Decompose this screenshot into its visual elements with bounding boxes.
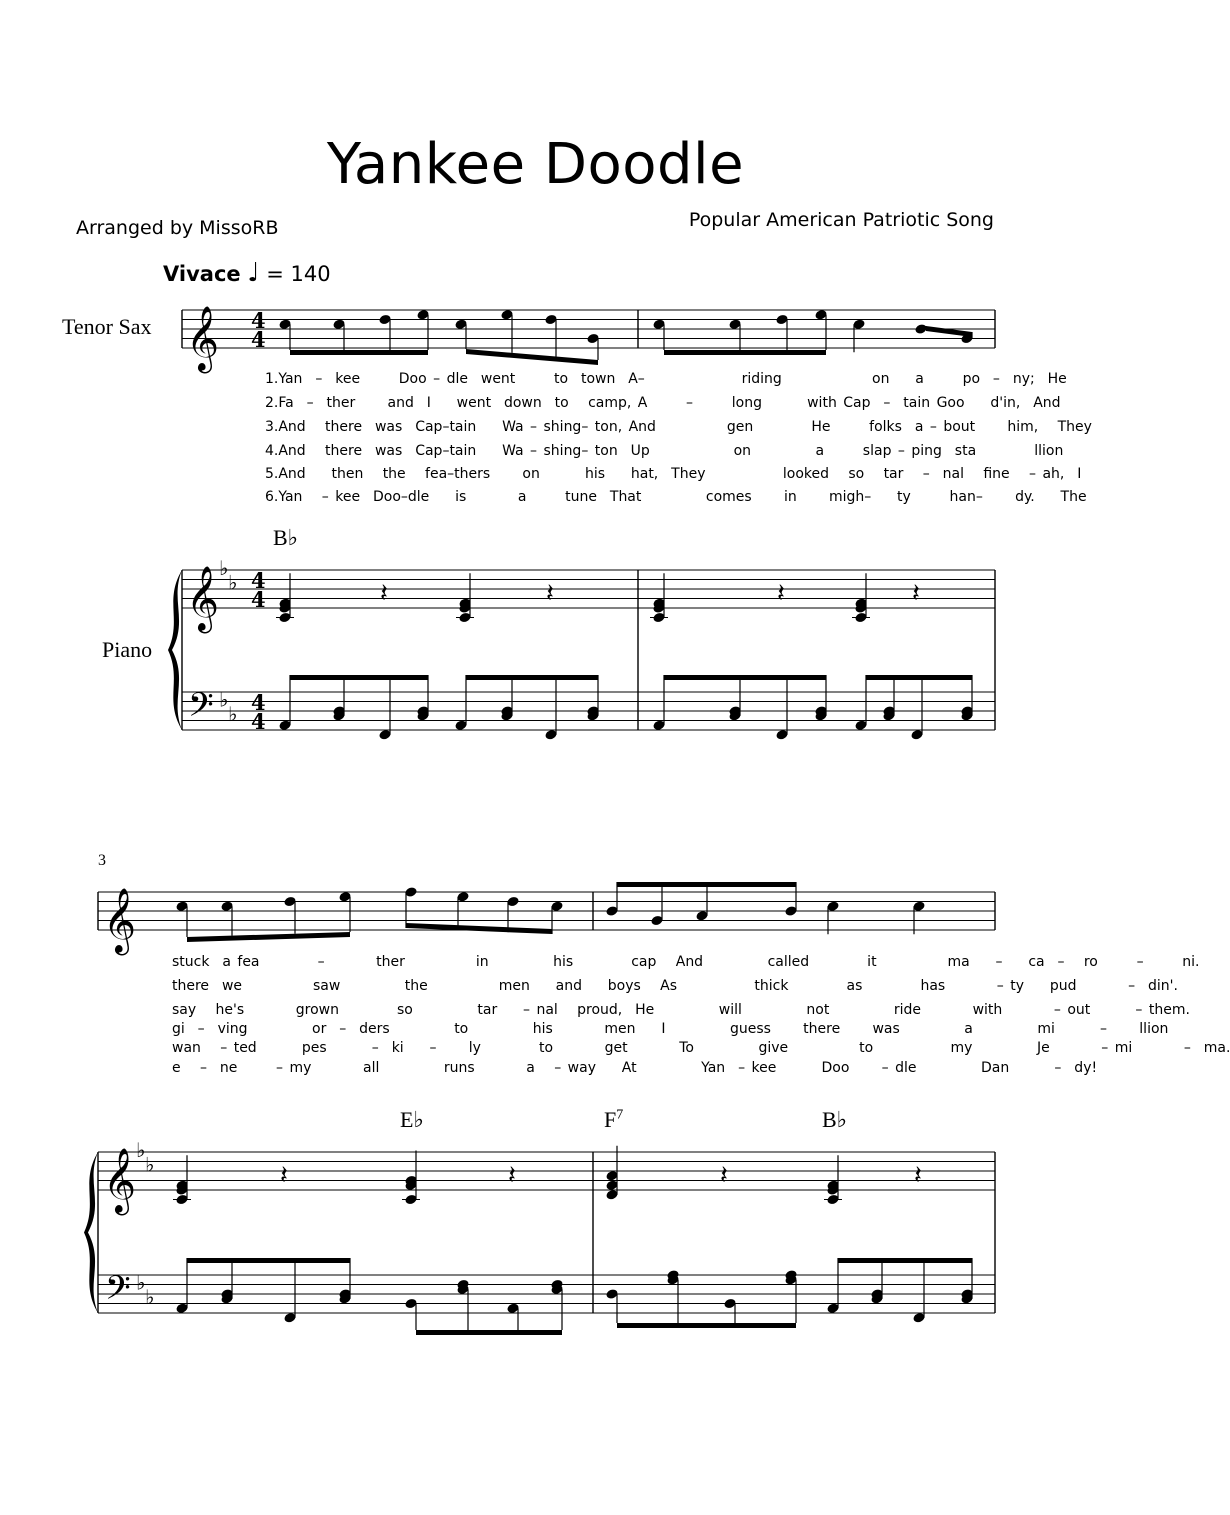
flat-icon: ♭ (136, 1270, 146, 1295)
piano-brace (84, 1152, 98, 1313)
beam (617, 1323, 796, 1328)
chord-extension: 7 (616, 1107, 624, 1123)
chord-symbol-bflat: B♭ (273, 525, 299, 550)
beam (866, 675, 972, 680)
time-signature-bottom: 4 (251, 587, 266, 612)
song-title: Yankee Doodle (326, 132, 745, 197)
beam (406, 923, 552, 934)
lyric-verse-4: gi – ving or – ders to his men I guess there was a mi – llion (172, 1021, 1169, 1037)
bass-clef-icon: 𝄢 (188, 686, 214, 733)
flat-icon: ♭ (136, 1138, 146, 1162)
quarter-rest-icon: 𝄽 (380, 578, 388, 609)
beam (466, 675, 598, 680)
quarter-note-icon: ♩ (247, 258, 260, 288)
beam (664, 350, 826, 355)
beam (416, 1330, 562, 1335)
time-signature-top: 4 (251, 690, 266, 715)
lyric-verse-5: 5.And then the fea–thers on his hat, They looked so tar – nal fine – ah, I (265, 466, 1082, 482)
lyric-verse-3: say he's grown so tar – nal proud, He will not ride with – out – them. (172, 1002, 1190, 1018)
lyric-verse-5: wan – ted pes – ki – ly to get To give to my Je – mi – ma. (172, 1040, 1230, 1056)
lyric-verse-2: there we saw the men and boys As thick as has – ty pud – din'. (172, 978, 1178, 994)
lyric-verse-1: 1.Yan – kee Doo – dle went to town A– riding on a po – ny; He (265, 371, 1067, 387)
lyric-verse-2: 2.Fa – ther and I went down to camp, A – long with Cap – tain Goo d'in, And (265, 395, 1061, 411)
lyric-verse-3: 3.And there was Cap–tain Wa – shing– ton, And gen He folks a – bout him, They (265, 419, 1092, 435)
beam (187, 932, 350, 942)
flat-icon: ♭ (219, 556, 229, 580)
beam (838, 1258, 972, 1263)
quarter-rest-icon: 𝄽 (914, 1160, 922, 1191)
lyric-verse-6: e – ne – my all runs a – way At Yan – kee Doo – dle Dan – dy! (172, 1060, 1098, 1076)
bass-clef-icon: 𝄢 (105, 1269, 131, 1316)
composer-credit: Popular American Patriotic Song (688, 209, 994, 231)
flat-icon: ♭ (219, 687, 229, 712)
treble-clef-icon: 𝄞 (103, 888, 137, 953)
flat-icon: ♭ (228, 570, 238, 595)
treble-clef-icon: 𝄞 (186, 566, 220, 631)
beam (187, 1258, 350, 1263)
lyric-verse-6: 6.Yan – kee Doo–dle is a tune That comes in migh– ty han– dy. The (265, 489, 1087, 505)
beam (466, 349, 598, 365)
piano-brace (168, 570, 182, 730)
quarter-rest-icon: 𝄽 (720, 1160, 728, 1191)
beam (617, 882, 796, 887)
time-signature-bottom: 4 (251, 327, 266, 352)
flat-icon: ♭ (228, 701, 238, 726)
beam (926, 326, 972, 337)
tempo-value: = 140 (266, 262, 331, 286)
quarter-rest-icon: 𝄽 (912, 578, 920, 609)
flat-icon: ♭ (145, 1152, 155, 1177)
flat-icon: ♭ (145, 1284, 155, 1309)
time-signature-top: 4 (251, 308, 266, 333)
quarter-rest-icon: 𝄽 (508, 1160, 516, 1191)
time-signature-bottom: 4 (251, 709, 266, 734)
quarter-rest-icon: 𝄽 (777, 578, 785, 609)
tempo-word: Vivace (163, 262, 241, 286)
beam (290, 675, 428, 680)
chord-root: E♭ (400, 1107, 424, 1132)
quarter-rest-icon: 𝄽 (546, 578, 554, 609)
lyric-verse-4: 4.And there was Cap–tain Wa – shing– ton Up on a slap – ping sta llion (265, 443, 1064, 459)
measure-number: 3 (98, 852, 106, 869)
arranger-credit: Arranged by MissoRB (76, 217, 279, 239)
beam (664, 675, 826, 680)
treble-clef-icon: 𝄞 (103, 1148, 137, 1213)
treble-clef-icon: 𝄞 (186, 306, 220, 371)
quarter-rest-icon: 𝄽 (280, 1160, 288, 1191)
chord-root: B♭ (822, 1107, 848, 1132)
lyric-verse-1: stuck a fea – ther in his cap And called it ma – ca – ro – ni. (172, 954, 1200, 970)
instrument-label-sax: Tenor Sax (62, 314, 152, 339)
beam (290, 350, 428, 355)
instrument-label-piano: Piano (102, 637, 153, 662)
chord-root: F (604, 1107, 617, 1132)
time-signature-top: 4 (251, 568, 266, 593)
